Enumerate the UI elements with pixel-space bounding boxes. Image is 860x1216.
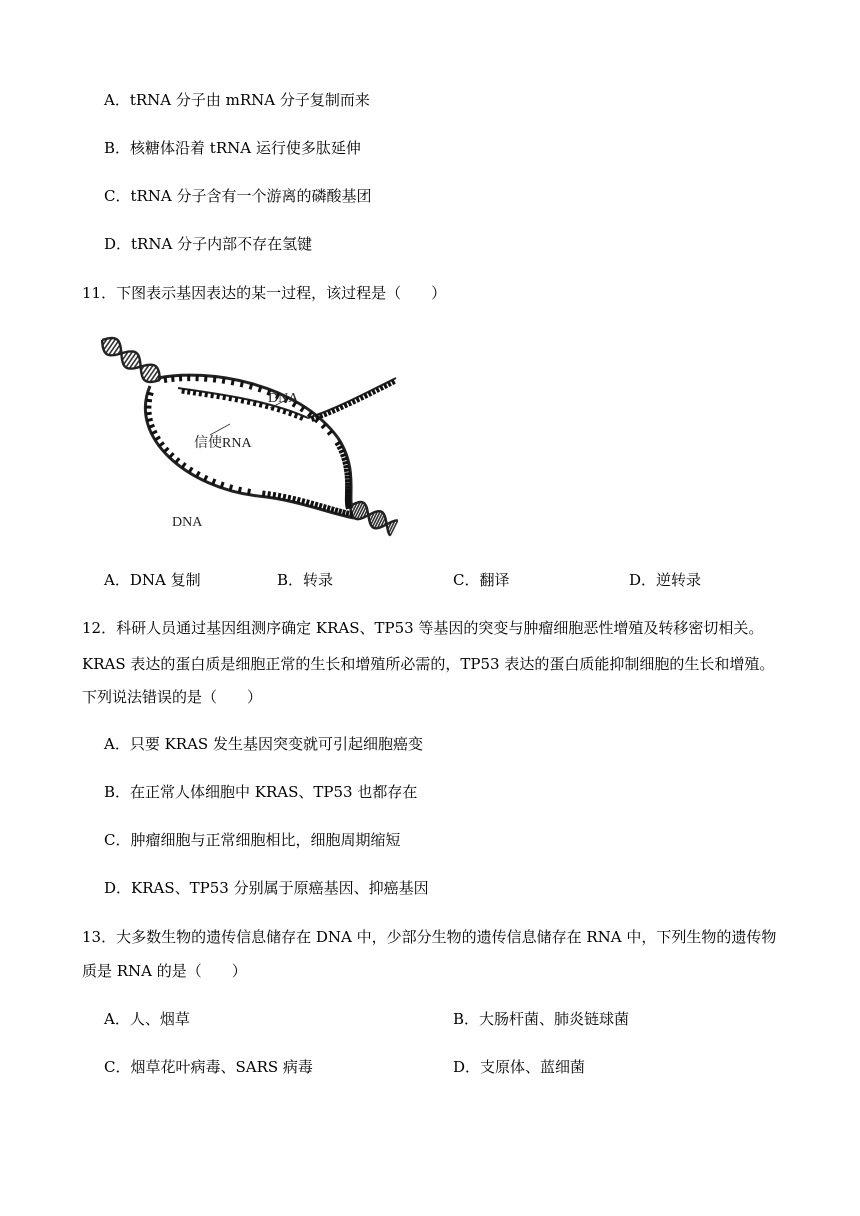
base-tick xyxy=(302,498,304,504)
base-tick xyxy=(289,495,290,501)
base-tick xyxy=(289,411,291,416)
q12-option-a: A．只要 KRAS 发生基因突变就可引起细胞癌变 xyxy=(104,735,423,753)
base-tick xyxy=(279,493,280,499)
base-tick xyxy=(221,482,223,488)
base-tick xyxy=(342,458,348,460)
base-tick xyxy=(182,463,185,468)
dna-label-bottom: DNA xyxy=(172,515,203,530)
base-tick xyxy=(212,393,213,398)
base-tick xyxy=(176,458,180,463)
q12-stem-line-3: 下列说法错误的是（ ） xyxy=(82,688,263,706)
dna-label-top: DNA xyxy=(268,391,299,406)
base-tick xyxy=(249,489,250,495)
base-tick xyxy=(293,496,294,502)
base-tick xyxy=(337,407,339,412)
base-tick xyxy=(149,425,155,427)
base-tick xyxy=(164,448,168,452)
base-tick xyxy=(230,485,232,491)
base-tick xyxy=(232,379,233,385)
strand-backbone xyxy=(258,496,354,518)
base-tick xyxy=(239,487,240,493)
base-tick xyxy=(218,394,219,399)
base-tick xyxy=(344,470,350,471)
q11-option-b: B．转录 xyxy=(277,571,334,589)
q11-stem: 11．下图表示基因表达的某一过程，该过程是（ ） xyxy=(82,284,447,302)
base-tick xyxy=(301,416,303,421)
dna-double-helix-left xyxy=(102,338,160,382)
base-tick xyxy=(335,442,340,445)
q13-stem-line-1: 13．大多数生物的遗传信息储存在 DNA 中，少部分生物的遗传信息储存在 RNA 中，下列生物的遗传物 xyxy=(82,928,777,946)
q12-option-d: D．KRAS、TP53 分别属于原癌基因、抑癌基因 xyxy=(104,879,429,897)
base-tick xyxy=(284,494,285,500)
base-tick xyxy=(254,401,255,406)
base-tick xyxy=(324,504,326,510)
q12-stem-line-1: 12．科研人员通过基因组测序确定 KRAS、TP53 等基因的突变与肿瘤细胞恶性增殖及转移密切相关。 xyxy=(82,619,764,637)
base-tick xyxy=(194,390,195,395)
q11-option-c: C．翻译 xyxy=(453,571,510,589)
q10-option-b: B．核糖体沿着 tRNA 运行使多肽延伸 xyxy=(104,139,361,157)
base-tick xyxy=(284,409,286,414)
base-tick xyxy=(242,399,243,404)
base-tick xyxy=(341,405,343,410)
base-tick xyxy=(346,507,352,508)
base-tick xyxy=(353,400,355,405)
base-tick xyxy=(328,431,333,435)
q12-stem-line-2: KRAS 表达的蛋白质是细胞正常的生长和增殖所必需的，TP53 表达的蛋白质能抑制细胞的生长和增殖。 xyxy=(82,655,775,673)
base-tick xyxy=(345,473,351,474)
base-tick xyxy=(307,500,309,506)
base-tick xyxy=(301,407,304,412)
base-tick xyxy=(170,453,174,457)
q12-option-c: C．肿瘤细胞与正常细胞相比，细胞周期缩短 xyxy=(104,831,401,849)
base-tick xyxy=(357,398,359,403)
q11-option-d: D．逆转录 xyxy=(629,571,702,589)
base-tick xyxy=(347,511,348,517)
base-tick xyxy=(322,424,326,428)
base-tick xyxy=(214,377,215,383)
base-tick xyxy=(373,390,375,394)
base-tick xyxy=(248,400,249,405)
q13-stem-line-2: 质是 RNA 的是（ ） xyxy=(82,962,247,980)
base-tick xyxy=(173,376,174,382)
base-tick xyxy=(349,401,351,406)
base-tick xyxy=(381,386,383,390)
base-tick xyxy=(236,397,237,402)
base-tick xyxy=(339,450,345,452)
base-tick xyxy=(147,419,153,420)
base-tick xyxy=(146,413,152,414)
base-tick xyxy=(206,392,207,397)
q10-option-a: A．tRNA 分子由 mRNA 分子复制而来 xyxy=(104,91,370,109)
base-tick xyxy=(148,393,154,395)
strand-backbone xyxy=(308,378,396,418)
base-tick xyxy=(369,392,371,396)
base-tick xyxy=(188,390,189,395)
base-tick xyxy=(333,409,335,414)
base-tick xyxy=(263,491,264,497)
base-tick xyxy=(345,403,347,408)
base-tick xyxy=(241,381,242,387)
q13-option-b: B．大肠杆菌、肺炎链球菌 xyxy=(453,1010,630,1028)
base-tick xyxy=(311,501,313,507)
base-tick xyxy=(204,475,207,480)
base-tick xyxy=(224,395,225,400)
transcription-diagram xyxy=(98,328,398,538)
base-tick xyxy=(339,509,341,515)
strand-backbone xyxy=(158,375,338,438)
q11-option-a: A．DNA 复制 xyxy=(104,571,201,589)
base-tick xyxy=(316,502,318,508)
q10-option-d: D．tRNA 分子内部不存在氢键 xyxy=(104,235,313,253)
mrna-label-leader xyxy=(210,424,230,435)
dna-double-helix-right xyxy=(350,502,398,536)
base-tick xyxy=(250,384,252,390)
base-tick xyxy=(278,407,279,412)
base-tick xyxy=(230,396,231,401)
base-tick xyxy=(384,384,386,388)
base-tick xyxy=(197,472,200,477)
base-tick xyxy=(200,391,201,396)
q13-option-c: C．烟草花叶病毒、SARS 病毒 xyxy=(104,1058,313,1076)
base-tick xyxy=(274,492,275,498)
q12-option-b: B．在正常人体细胞中 KRAS、TP53 也都存在 xyxy=(104,783,418,801)
base-tick xyxy=(320,414,322,419)
base-tick xyxy=(341,454,347,456)
base-tick xyxy=(361,396,363,400)
q13-option-d: D．支原体、蓝细菌 xyxy=(453,1058,586,1076)
base-tick xyxy=(336,508,338,514)
base-tick xyxy=(320,503,322,509)
base-tick xyxy=(328,506,330,512)
base-tick xyxy=(259,386,261,392)
base-tick xyxy=(365,394,367,398)
base-tick xyxy=(377,388,379,392)
base-tick xyxy=(165,377,166,383)
base-tick xyxy=(343,462,349,463)
base-tick xyxy=(183,389,184,394)
base-tick xyxy=(343,466,349,467)
base-tick xyxy=(152,431,157,434)
base-tick xyxy=(146,400,152,401)
base-tick xyxy=(332,507,334,513)
base-tick xyxy=(324,412,326,417)
base-tick xyxy=(328,410,330,415)
q13-option-a: A．人、烟草 xyxy=(104,1010,190,1028)
q10-option-c: C．tRNA 分子含有一个游离的磷酸基团 xyxy=(104,187,372,205)
base-tick xyxy=(392,380,394,384)
base-tick xyxy=(295,413,297,418)
base-tick xyxy=(388,382,390,386)
base-tick xyxy=(223,378,224,384)
base-tick xyxy=(260,403,261,408)
base-tick xyxy=(189,467,192,472)
base-tick xyxy=(298,497,299,503)
base-tick xyxy=(337,446,342,449)
base-tick xyxy=(213,479,215,485)
base-tick xyxy=(316,415,318,420)
base-tick xyxy=(350,511,351,517)
base-tick xyxy=(159,442,164,446)
base-tick xyxy=(155,437,160,440)
base-tick xyxy=(312,417,314,422)
base-tick xyxy=(343,510,344,516)
base-tick xyxy=(269,491,270,497)
mrna-label: 信使RNA xyxy=(194,436,252,451)
